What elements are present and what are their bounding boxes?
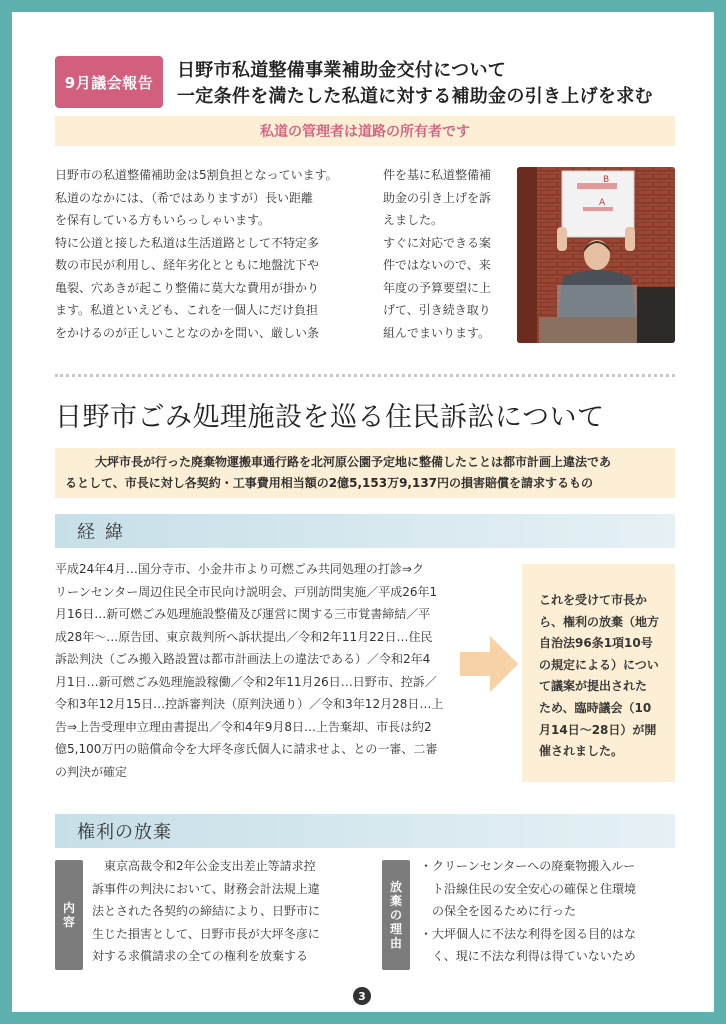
- summary-line: るとして、市長に対し各契約・工事費用相当額の2億5,153万9,137円の損害賠償を請求するもの: [65, 476, 594, 490]
- text-line: の保全を図るために行った: [420, 904, 577, 918]
- content-label: [55, 860, 83, 970]
- article1-column1: [55, 164, 365, 344]
- text-line: 特に公道と接した私道は生活道路として不特定多: [55, 235, 320, 250]
- text-line: 数の市民が利用し、経年劣化とともに地盤沈下や: [55, 258, 320, 272]
- text-line: えました。: [383, 213, 444, 227]
- text-line: 亀裂、穴あきが起こり整備に莫大な費用が掛かり: [55, 280, 320, 295]
- arrow-right-icon: [460, 636, 518, 692]
- text-line: 月14日～28日）が開: [539, 722, 657, 737]
- section-divider: [55, 374, 675, 377]
- text-line: て議案が提出された: [539, 679, 648, 694]
- text-line: 月16日…新可燃ごみ処理施設整備及び運営に関する三市覚書締結／平: [55, 607, 431, 621]
- text-line: 対する求償請求の全ての権利を放棄する: [92, 949, 309, 963]
- text-line: リーンセンター周辺住民全市民向け説明会、戸別訪問実施／平成26年1: [55, 584, 438, 599]
- text-line: 件を基に私道整備補: [383, 168, 492, 182]
- text-line: 月1日…新可燃ごみ処理施設稼働／令和2年11月26日…日野市、控訴／: [55, 674, 437, 689]
- text-line: ・大坪個人に不法な利得を図る目的はな: [420, 926, 637, 941]
- text-line: 東京高裁令和2年公金支出差止等請求控: [92, 859, 316, 873]
- label-char: 由: [389, 936, 402, 950]
- summary-line: 大坪市長が行った廃棄物運搬車通行路を北河原公園予定地に整備したことは都市計画上違法であ: [95, 455, 612, 469]
- text-line: 私道のなかには、（希ではありますが）長い距離: [55, 190, 314, 205]
- text-line: ます。私道といえども、これを一個人にだけ負担: [55, 303, 319, 317]
- special-session-notice: [522, 564, 675, 782]
- text-line: 日野市の私道整備補助金は5割負担となっています。: [55, 168, 338, 182]
- sign-letter-b: B: [603, 175, 610, 185]
- text-line: く、現に不法な利得は得ていないため: [420, 949, 636, 963]
- text-line: 生じた損害として、日野市長が大坪冬彦に: [92, 926, 320, 941]
- text-line: 助金の引き上げを訴: [383, 190, 492, 205]
- text-line: これを受けて市長か: [539, 593, 648, 607]
- text-line: ため、臨時議会（10: [539, 700, 652, 715]
- text-line: 告⇒上告受理申立理由書提出／令和4年9月8日…上告棄却、市長は約2: [55, 719, 432, 734]
- article2-summary: [55, 448, 675, 498]
- history-text: [55, 558, 445, 783]
- text-line: 訴訟判決（ごみ搬入路設置は都市計画法上の違法である）／令和2年4: [55, 652, 431, 666]
- section-header-label: 経緯: [77, 522, 133, 543]
- article-title-line2: 一定条件を満たした私道に対する補助金の引き上げを求む: [177, 86, 653, 107]
- label-char: 容: [62, 915, 75, 929]
- text-line: 訴事件の判決において、財務会計法規上違: [92, 881, 320, 896]
- label-char: 内: [62, 901, 75, 915]
- page: [12, 12, 714, 1012]
- page-number: 3: [353, 987, 371, 1005]
- article2-title: 日野市ごみ処理施設を巡る住民訴訟について: [55, 402, 605, 433]
- assembly-speaker-photo: [517, 167, 675, 343]
- label-char: 棄: [389, 894, 402, 908]
- text-line: 自治法96条1項10号: [539, 636, 653, 651]
- text-line: 令和3年12月15日…控訴審判決（原判決通り）／令和3年12月28日…上: [55, 697, 444, 711]
- article1-column2: [383, 164, 511, 344]
- text-line: すぐに対応できる案: [383, 235, 492, 250]
- waiver-reason-text: [420, 855, 682, 968]
- text-line: 成28年～…原告団、東京裁判所へ訴状提出／令和2年11月22日…住民: [55, 629, 433, 644]
- text-line: ト沿線住民の安全安心の確保と住環境: [420, 881, 637, 896]
- text-line: を保有している方もいらっしゃいます。: [55, 213, 271, 227]
- article-title-line1: 日野市私道整備事業補助金交付について: [177, 60, 507, 81]
- text-line: ・クリーンセンターへの廃棄物搬入ルー: [420, 859, 636, 873]
- text-line: の規定による）につい: [539, 657, 659, 672]
- text-line: 組んでまいります。: [383, 325, 491, 340]
- label-char: 放: [389, 880, 402, 894]
- section-header-label: 権利の放棄: [77, 822, 172, 843]
- photo-illustration: [517, 167, 675, 343]
- sign-letter-a: A: [599, 198, 606, 208]
- label-char: の: [389, 908, 402, 922]
- reason-label: [382, 860, 410, 970]
- text-line: 催されました。: [539, 744, 624, 759]
- text-line: げて、引き続き取り: [383, 303, 491, 317]
- waiver-content-text: [92, 855, 362, 968]
- text-line: 件ではないので、来: [383, 258, 491, 272]
- text-line: の判決が確定: [55, 764, 128, 779]
- meeting-report-badge: 9月議会報告: [55, 56, 163, 108]
- section-header-waiver: [55, 814, 675, 848]
- article-subheading: 私道の管理者は道路の所有者です: [55, 116, 675, 146]
- text-line: 平成24年4月…国分寺市、小金井市より可燃ごみ共同処理の打診⇒ク: [55, 562, 424, 576]
- text-line: 億5,100万円の賠償命令を大坪冬彦氏個人に請求せよ、との一審、二審: [55, 742, 438, 756]
- text-line: 年度の予算要望に上: [383, 280, 492, 295]
- label-char: 理: [389, 922, 402, 936]
- section-header-history: [55, 514, 675, 548]
- text-line: 法とされた各契約の締結により、日野市に: [92, 904, 321, 918]
- text-line: ら、権利の放棄（地方: [539, 614, 660, 629]
- text-line: をかけるのが正しいことなのかを問い、厳しい条: [55, 325, 320, 340]
